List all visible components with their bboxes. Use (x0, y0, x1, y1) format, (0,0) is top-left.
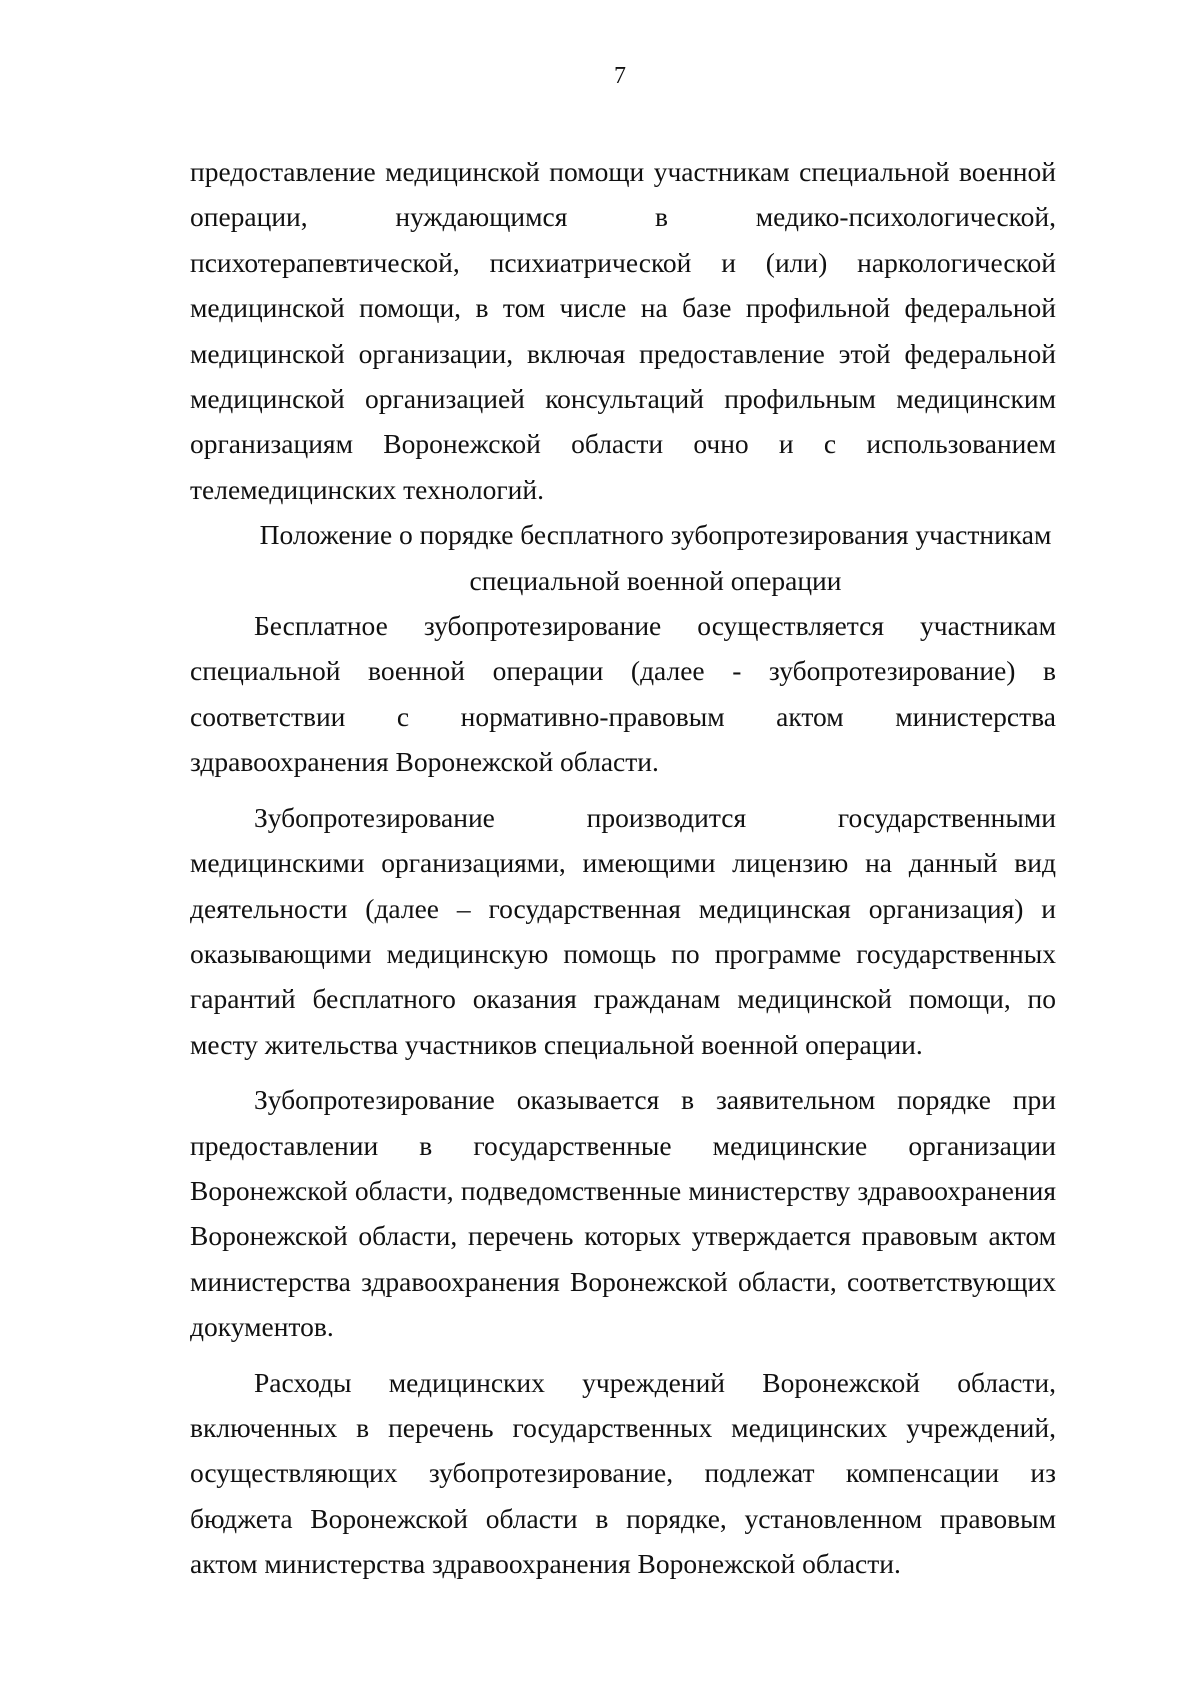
paragraph-performing-organizations: Зубопротезирование производится государственными медицинскими организациями, имеющими лицензию на данный вид деятельности (далее – государственная медицинская организация) и оказывающими медицинскую помощь по программе государственных гарантий бесплатного оказания гражданам медицинской помощи, по месту жительства участников специальной военной операции. (190, 801, 1056, 1060)
section-heading-line-2: специальной военной операции (469, 564, 842, 596)
section-heading-line-1: Положение о порядке бесплатного зубопротезирования участникам (259, 519, 1052, 551)
paragraph-application-procedure: Зубопротезирование оказывается в заявительном порядке при предоставлении в государственные медицинские организации Воронежской области, подведомственные министерству здравоохранения Воронежской области, перечень которых утверждается правовым актом министерства здравоохранения Воронежской области, соответствующих документов. (190, 1084, 1056, 1343)
document-body (190, 149, 1056, 1587)
section-heading (190, 512, 1056, 603)
page-number: 7 (614, 63, 626, 89)
intro-paragraph: предоставление медицинской помощи участникам специальной военной операции, нуждающимся в медико-психологической, психотерапевтической, психиатрической и (или) наркологической медицинской помощи, в том числе на базе профильной федеральной медицинской организации, включая предоставление этой федеральной медицинской организацией консультаций профильным медицинским организациям Воронежской области очно и с использованием телемедицинских технологий. (190, 156, 1056, 505)
paragraph-free-dental-prosthetics: Бесплатное зубопротезирование осуществляется участникам специальной военной операции (далее - зубопротезирование) в соответствии с нормативно-правовым актом министерства здравоохранения Воронежской области. (190, 610, 1056, 778)
paragraph-expense-compensation: Расходы медицинских учреждений Воронежской области, включенных в перечень государственных медицинских учреждений, осуществляющих зубопротезирование, подлежат компенсации из бюджета Воронежской области в порядке, установленном правовым актом министерства здравоохранения Воронежской области. (190, 1366, 1056, 1580)
